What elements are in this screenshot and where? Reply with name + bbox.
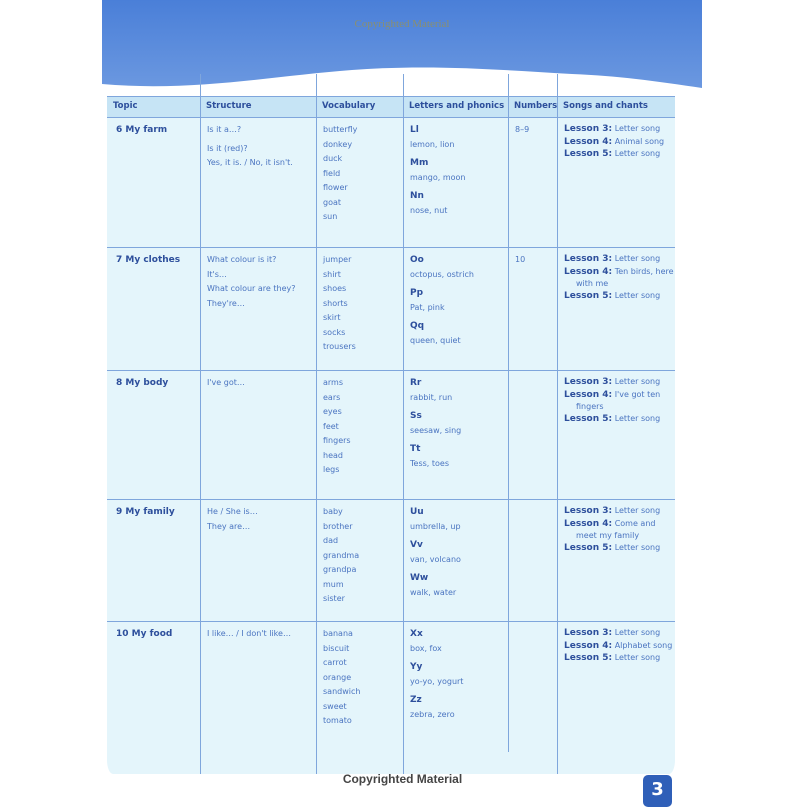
song-entry xyxy=(564,266,674,279)
phonics-letter: Qq xyxy=(410,321,425,331)
phonics-words: octopus, ostrich xyxy=(410,269,474,279)
song-entry xyxy=(564,413,660,426)
column-header: Numbers xyxy=(514,101,558,111)
topic-label: 6 My farm xyxy=(116,125,168,135)
song-title: Letter song xyxy=(614,377,661,386)
vocabulary-item: socks xyxy=(323,327,346,337)
phonics-letter: Yy xyxy=(410,662,423,672)
structure-line: They're… xyxy=(207,298,245,308)
table-row xyxy=(107,370,675,499)
vocabulary-item: jumper xyxy=(323,255,352,264)
phonics-words: umbrella, up xyxy=(410,521,461,531)
lesson-label: Lesson 3: xyxy=(564,377,613,387)
vocabulary-item: shirt xyxy=(323,269,341,279)
vocabulary-item: eyes xyxy=(323,407,342,416)
song-title: Letter song xyxy=(614,124,661,133)
structure-line: Is it (red)? xyxy=(207,143,248,153)
vocabulary-item: legs xyxy=(323,465,340,474)
structure-line: What colour are they? xyxy=(207,284,296,293)
songs-cell xyxy=(564,253,674,303)
song-title: Letter song xyxy=(614,414,661,423)
song-title: Letter song xyxy=(614,653,661,662)
song-entry xyxy=(564,123,664,136)
phonics-words: walk, water xyxy=(410,587,457,597)
lesson-label: Lesson 4: xyxy=(564,389,613,400)
structure-line: I've got… xyxy=(207,378,245,387)
song-entry xyxy=(564,640,672,653)
structure-line: Is it a…? xyxy=(207,125,242,134)
numbers-cell xyxy=(515,123,529,138)
vocabulary-item: dad xyxy=(323,536,339,545)
phonics-letter: Nn xyxy=(410,191,424,201)
structure-cell xyxy=(207,627,291,642)
phonics-words: seesaw, sing xyxy=(410,425,462,435)
phonics-words: rabbit, run xyxy=(410,392,453,402)
vocabulary-item: sun xyxy=(323,212,338,221)
song-title: Come and xyxy=(614,518,656,528)
song-entry xyxy=(564,542,660,555)
topic-label: 8 My body xyxy=(116,378,169,388)
songs-cell xyxy=(564,627,672,665)
phonics-letter: Vv xyxy=(410,540,423,550)
structure-line: Yes, it is. / No, it isn't. xyxy=(207,158,293,167)
vocabulary-item: flower xyxy=(323,183,348,192)
vocabulary-cell xyxy=(323,505,359,607)
phonics-words: zebra, zero xyxy=(410,709,455,719)
table-row xyxy=(107,621,675,776)
phonics-cell xyxy=(410,505,461,600)
vocabulary-item: banana xyxy=(323,629,353,638)
phonics-letter: Mm xyxy=(410,158,429,168)
phonics-letter: Zz xyxy=(410,695,422,705)
phonics-words: nose, nut xyxy=(410,205,448,215)
structure-cell xyxy=(207,253,295,311)
vocabulary-item: donkey xyxy=(323,139,353,149)
column-header: Letters and phonics xyxy=(409,101,505,111)
lesson-label: Lesson 4: xyxy=(564,136,613,147)
vocabulary-item: skirt xyxy=(323,313,341,322)
phonics-letter: Rr xyxy=(410,378,422,388)
structure-cell xyxy=(207,505,258,534)
song-title: Letter song xyxy=(614,254,661,263)
phonics-letter: Ll xyxy=(410,125,419,135)
phonics-words: mango, moon xyxy=(410,172,466,182)
column-header: Structure xyxy=(206,101,252,111)
song-entry xyxy=(564,652,672,665)
song-entry xyxy=(564,376,660,389)
song-title: Letter song xyxy=(614,149,661,158)
structure-line: They are… xyxy=(207,521,251,531)
lesson-label: Lesson 5: xyxy=(564,653,613,663)
phonics-letter: Pp xyxy=(410,288,424,298)
phonics-letter: Ss xyxy=(410,411,422,421)
lesson-label: Lesson 3: xyxy=(564,254,613,264)
song-title: Alphabet song xyxy=(614,640,673,650)
topic-cell xyxy=(116,123,167,138)
song-title: Animal song xyxy=(614,136,665,146)
vocabulary-item: head xyxy=(323,450,343,460)
phonics-letter: Ww xyxy=(410,573,429,583)
vocabulary-item: orange xyxy=(323,672,352,682)
numbers-value: 8–9 xyxy=(515,125,530,134)
lesson-label: Lesson 5: xyxy=(564,414,613,424)
vocabulary-item: brother xyxy=(323,521,353,531)
vocabulary-cell xyxy=(323,123,357,225)
vocabulary-item: shoes xyxy=(323,284,347,293)
song-title: Letter song xyxy=(614,543,661,552)
numbers-cell xyxy=(515,253,525,268)
phonics-words: Tess, toes xyxy=(410,458,449,468)
structure-cell xyxy=(207,123,293,171)
song-entry xyxy=(564,290,674,303)
vocabulary-item: arms xyxy=(323,378,344,387)
footer-copyright: Copyrighted Material xyxy=(342,772,463,786)
vocabulary-item: butterfly xyxy=(323,125,358,134)
song-title-continued: with me xyxy=(576,279,609,288)
vocabulary-item: grandpa xyxy=(323,565,357,574)
structure-line: I like… / I don't like… xyxy=(207,629,291,638)
lesson-label: Lesson 4: xyxy=(564,266,613,277)
vocabulary-item: sweet xyxy=(323,701,347,711)
vocabulary-item: biscuit xyxy=(323,643,350,653)
song-title: Ten birds, here xyxy=(614,266,674,276)
songs-cell xyxy=(564,123,664,161)
structure-line: What colour is it? xyxy=(207,255,277,264)
phonics-cell xyxy=(410,123,465,218)
song-title: Letter song xyxy=(614,628,661,637)
phonics-cell xyxy=(410,376,461,471)
lesson-label: Lesson 5: xyxy=(564,291,613,301)
vocabulary-item: goat xyxy=(323,197,342,207)
song-entry xyxy=(564,505,660,518)
page-number: 3 xyxy=(643,775,672,807)
song-entry xyxy=(564,148,664,161)
song-title-continued: fingers xyxy=(576,402,604,411)
vocabulary-item: field xyxy=(323,168,341,178)
phonics-cell xyxy=(410,253,474,348)
structure-line: He / She is… xyxy=(207,507,258,516)
lesson-label: Lesson 4: xyxy=(564,518,613,529)
lesson-label: Lesson 3: xyxy=(564,124,613,134)
song-title-continued: meet my family xyxy=(576,531,640,540)
vocabulary-item: shorts xyxy=(323,298,348,308)
vocabulary-item: baby xyxy=(323,507,343,516)
topic-label: 7 My clothes xyxy=(116,255,181,265)
vocabulary-item: grandma xyxy=(323,550,360,560)
phonics-words: box, fox xyxy=(410,643,442,653)
songs-cell xyxy=(564,505,660,555)
topic-label: 9 My family xyxy=(116,507,175,517)
topic-label: 10 My food xyxy=(116,629,173,639)
phonics-words: yo-yo, yogurt xyxy=(410,676,464,686)
phonics-letter: Oo xyxy=(410,255,424,265)
song-title: Letter song xyxy=(614,291,661,300)
song-entry xyxy=(564,136,664,149)
vocabulary-item: ears xyxy=(323,392,341,402)
column-header: Songs and chants xyxy=(563,101,648,111)
structure-line: It's… xyxy=(207,269,227,279)
table-row xyxy=(107,247,675,370)
watermark: Copyrighted Material xyxy=(354,18,450,30)
table-header xyxy=(107,96,675,117)
vocabulary-item: feet xyxy=(323,421,339,431)
vocabulary-item: carrot xyxy=(323,658,347,667)
page xyxy=(102,0,702,805)
phonics-letter: Tt xyxy=(410,444,421,454)
vocabulary-item: sandwich xyxy=(323,687,361,696)
column-header: Topic xyxy=(113,101,138,111)
topic-cell xyxy=(116,505,175,520)
curriculum-table xyxy=(107,96,675,774)
vocabulary-item: trousers xyxy=(323,342,356,351)
vocabulary-item: tomato xyxy=(323,716,352,725)
phonics-words: Pat, pink xyxy=(410,302,445,312)
phonics-cell xyxy=(410,627,463,722)
topic-cell xyxy=(116,253,180,268)
vocabulary-item: fingers xyxy=(323,436,351,445)
numbers-value: 10 xyxy=(515,255,526,264)
phonics-letter: Xx xyxy=(410,629,423,639)
lesson-label: Lesson 3: xyxy=(564,506,613,516)
songs-cell xyxy=(564,376,660,426)
lesson-label: Lesson 5: xyxy=(564,543,613,553)
phonics-letter: Uu xyxy=(410,507,424,517)
vocabulary-cell xyxy=(323,253,356,355)
phonics-words: lemon, lion xyxy=(410,139,455,149)
song-title: I've got ten xyxy=(614,389,661,399)
structure-cell xyxy=(207,376,245,391)
table-row xyxy=(107,499,675,621)
lesson-label: Lesson 3: xyxy=(564,628,613,638)
table-row xyxy=(107,117,675,247)
phonics-words: queen, quiet xyxy=(410,335,461,345)
phonics-words: van, volcano xyxy=(410,554,461,564)
column-header: Vocabulary xyxy=(322,101,376,111)
vocabulary-cell xyxy=(323,627,360,729)
lesson-label: Lesson 5: xyxy=(564,149,613,159)
topic-cell xyxy=(116,627,172,642)
header-banner xyxy=(102,0,702,110)
vocabulary-item: sister xyxy=(323,594,345,603)
vocabulary-item: mum xyxy=(323,579,344,589)
row-divider xyxy=(107,96,675,97)
lesson-label: Lesson 4: xyxy=(564,640,613,651)
topic-cell xyxy=(116,376,168,391)
song-entry xyxy=(564,518,660,531)
song-entry xyxy=(564,627,672,640)
song-entry xyxy=(564,389,660,402)
song-title: Letter song xyxy=(614,506,661,515)
song-entry xyxy=(564,253,674,266)
vocabulary-cell xyxy=(323,376,351,478)
vocabulary-item: duck xyxy=(323,154,343,163)
